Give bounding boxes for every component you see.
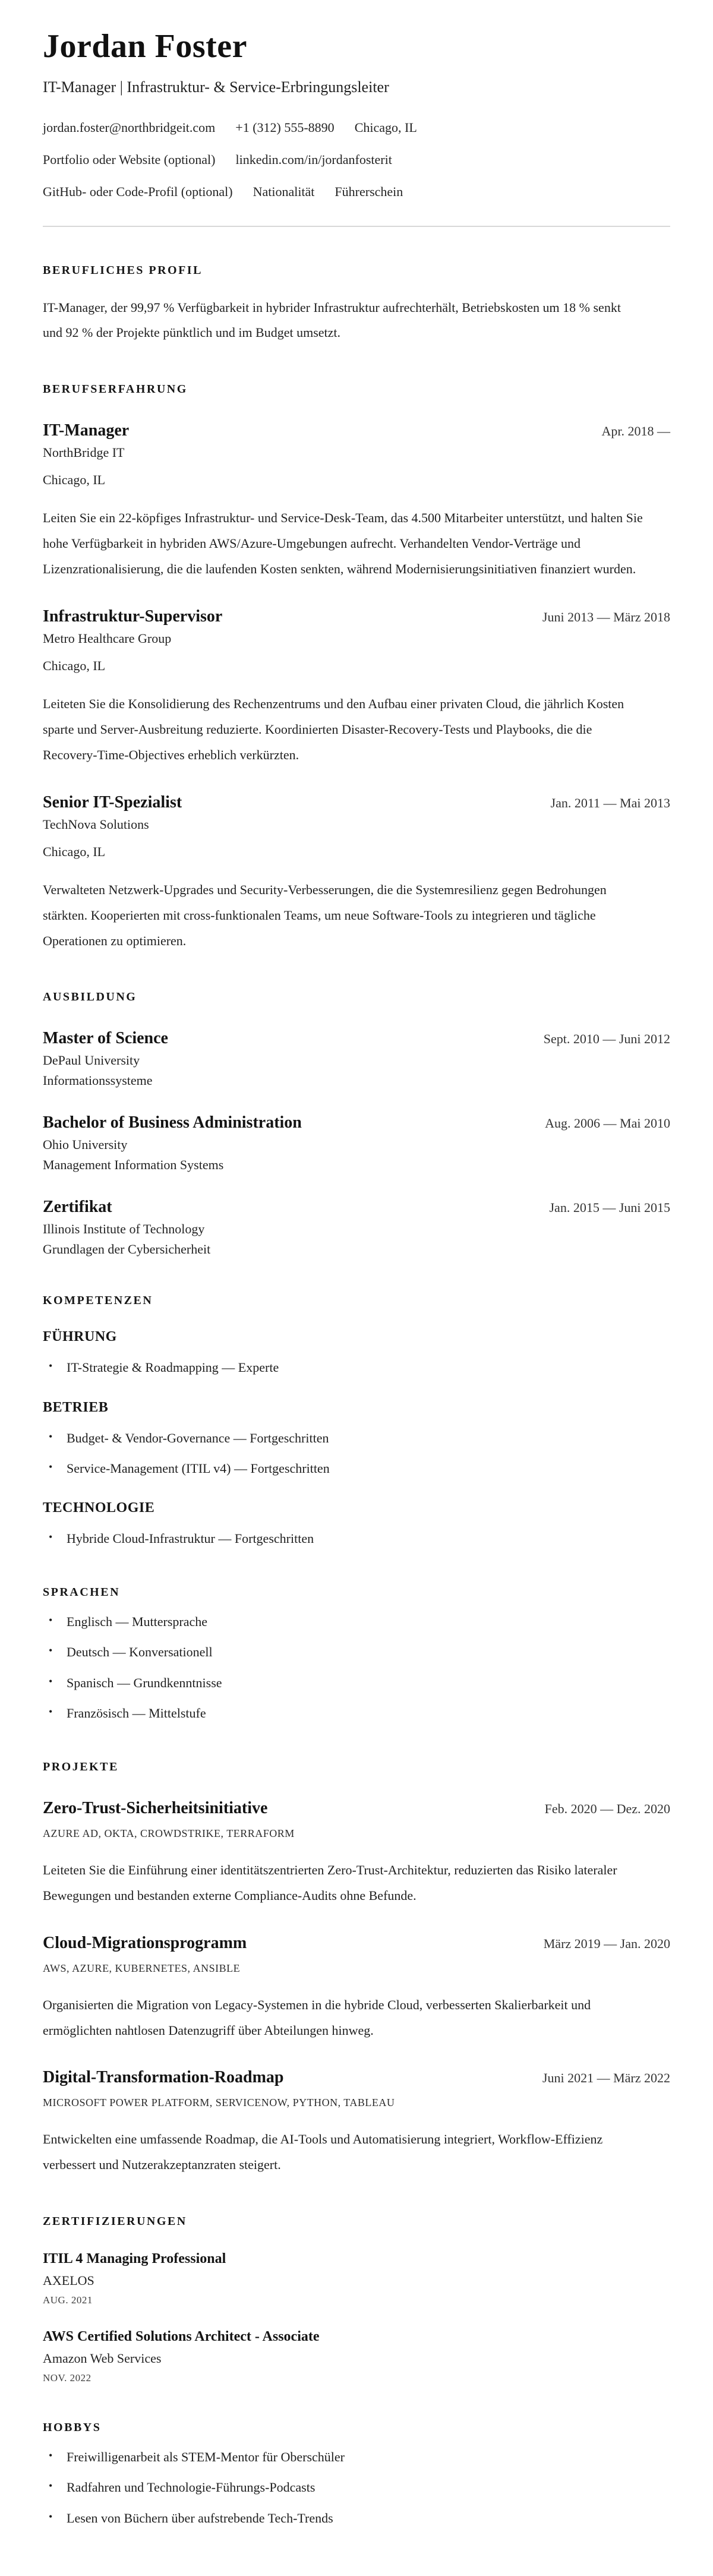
skill-list: [43, 1428, 670, 1479]
job-location: Chicago, IL: [43, 844, 106, 859]
job-title: IT-Manager: [43, 421, 130, 440]
education-degree: Master of Science: [43, 1029, 168, 1048]
skills-heading: KOMPETENZEN: [43, 1294, 153, 1308]
job-company: Metro Healthcare Group: [43, 631, 172, 646]
job-company: NorthBridge IT: [43, 445, 125, 460]
education-dates: Sept. 2010 — Juni 2012: [543, 1031, 670, 1047]
skill-group: [43, 1400, 670, 1479]
section-experience: [43, 383, 670, 954]
certification-date: NOV. 2022: [43, 2372, 92, 2384]
project-head: [43, 2068, 670, 2087]
section-certifications: [43, 2215, 670, 2384]
project-entry: [43, 2068, 670, 2178]
language-item: • Deutsch — Konversationell: [43, 1641, 670, 1662]
section-skills: [43, 1294, 670, 1549]
job-title: Senior IT-Spezialist: [43, 793, 182, 812]
skill-list: [43, 1357, 670, 1378]
job-dates: Juni 2013 — März 2018: [542, 610, 670, 625]
education-field: Management Information Systems: [43, 1157, 224, 1173]
hobby-item: • Lesen von Büchern über aufstrebende Tech-Trends: [43, 2508, 670, 2528]
skill-group-title: FÜHRUNG: [43, 1329, 117, 1345]
education-dates: Aug. 2006 — Mai 2010: [545, 1116, 670, 1131]
project-description: Organisierten die Migration von Legacy-Systemen in die hybride Cloud, verbesserten Skalierbarkeit und ermöglichten nahtlosen Datenzugriff über Abteilungen hinweg.: [43, 1997, 591, 2038]
job-dates: Jan. 2011 — Mai 2013: [550, 795, 670, 810]
person-headline: IT-Manager | Infrastruktur- & Service-Erbringungsleiter: [43, 78, 389, 96]
education-entry: [43, 1113, 670, 1173]
project-title: Zero-Trust-Sicherheitsinitiative: [43, 1798, 268, 1817]
certification-date: AUG. 2021: [43, 2294, 93, 2306]
section-languages: [43, 1586, 670, 1723]
project-head: [43, 1799, 670, 1818]
contact-linkedin: linkedin.com/in/jordanfosterit: [235, 151, 392, 167]
job-location: Chicago, IL: [43, 658, 106, 674]
education-entry: [43, 1029, 670, 1088]
job-entry: [43, 793, 670, 954]
project-dates: Feb. 2020 — Dez. 2020: [544, 1801, 670, 1816]
project-tech: AZURE AD, OKTA, CROWDSTRIKE, TERRAFORM: [43, 1827, 295, 1839]
certification-entry: [43, 2251, 670, 2306]
certification-issuer: AXELOS: [43, 2273, 94, 2288]
section-profile: [43, 264, 670, 346]
certification-name: AWS Certified Solutions Architect - Associate: [43, 2329, 320, 2345]
job-description: Leiten Sie ein 22-köpfiges Infrastruktur- und Service-Desk-Team, das 4.500 Mitarbeiter unterstützt, und halten Sie hohe Verfügbarkeit in hybriden AWS/Azure-Umgebungen aufrecht. Verhandelten Vendor-Verträge und Lizenzrationalisierung, die die laufenden Kosten senkten, während Modernisierungsinitiativen finanziert wurden.: [43, 510, 643, 577]
job-head: [43, 421, 670, 440]
project-title: Digital-Transformation-Roadmap: [43, 2068, 284, 2087]
languages-heading: SPRACHEN: [43, 1586, 121, 1599]
skill-group-title: TECHNOLOGIE: [43, 1499, 155, 1516]
skill-group: [43, 1500, 670, 1549]
skill-group: [43, 1329, 670, 1378]
experience-heading: BERUFSERFAHRUNG: [43, 383, 188, 396]
person-name: Jordan Foster: [43, 28, 248, 65]
skill-item: • Hybride Cloud-Infrastruktur — Fortgeschritten: [43, 1528, 670, 1549]
language-list: [43, 1611, 670, 1723]
section-education: [43, 990, 670, 1257]
job-head: [43, 793, 670, 812]
contact-github-placeholder: GitHub- oder Code-Profil (optional): [43, 184, 233, 199]
profile-heading: BERUFLICHES PROFIL: [43, 263, 203, 277]
contact-phone: +1 (312) 555-8890: [235, 119, 335, 135]
project-title: Cloud-Migrationsprogramm: [43, 1933, 247, 1952]
contact-row-3: [43, 184, 670, 200]
job-description: Leiteten Sie die Konsolidierung des Rechenzentrums und den Aufbau einer privaten Cloud, die jährlich Kosten sparte und Server-Ausbreitung reduzierte. Koordinierten Disaster-Recovery-Tests und Playbooks, die die Recovery-Time-Objectives erheblich verkürzten.: [43, 696, 624, 762]
project-tech: AWS, AZURE, KUBERNETES, ANSIBLE: [43, 1962, 241, 1974]
contact-license-placeholder: Führerschein: [335, 184, 403, 199]
skill-item: • Service-Management (ITIL v4) — Fortgeschritten: [43, 1458, 670, 1479]
education-degree: Zertifikat: [43, 1198, 112, 1217]
section-projects: [43, 1760, 670, 2178]
project-description: Entwickelten eine umfassende Roadmap, die AI-Tools und Automatisierung integriert, Workflow-Effizienz verbessert und Nutzerakzeptanzraten steigert.: [43, 2132, 603, 2173]
education-school: DePaul University: [43, 1053, 140, 1068]
contact-row-1: [43, 120, 670, 135]
certification-name: ITIL 4 Managing Professional: [43, 2251, 226, 2267]
education-head: [43, 1198, 670, 1217]
contact-nationality-placeholder: Nationalität: [253, 184, 315, 199]
job-dates: Apr. 2018 —: [601, 424, 670, 439]
section-hobbies: [43, 2421, 670, 2528]
contact-location: Chicago, IL: [354, 119, 417, 135]
contact-email: jordan.foster@northbridgeit.com: [43, 119, 216, 135]
education-head: [43, 1113, 670, 1132]
project-entry: [43, 1799, 670, 1909]
project-description: Leiteten Sie die Einführung einer identitätszentrierten Zero-Trust-Architektur, reduzierten das Risiko lateraler Bewegungen und bestanden externe Compliance-Audits ohne Befunde.: [43, 1862, 617, 1903]
certifications-heading: ZERTIFIZIERUNGEN: [43, 2215, 187, 2228]
hobby-list: [43, 2446, 670, 2528]
language-item: • Englisch — Muttersprache: [43, 1611, 670, 1632]
language-item: • Spanisch — Grundkenntnisse: [43, 1672, 670, 1693]
education-school: Ohio University: [43, 1137, 128, 1153]
resume-header: [43, 29, 670, 227]
project-tech: MICROSOFT POWER PLATFORM, SERVICENOW, PYTHON, TABLEAU: [43, 2097, 395, 2109]
project-entry: [43, 1934, 670, 2044]
education-field: Informationssysteme: [43, 1073, 153, 1088]
project-dates: März 2019 — Jan. 2020: [543, 1936, 670, 1951]
project-head: [43, 1934, 670, 1953]
hobbies-heading: HOBBYS: [43, 2421, 102, 2435]
profile-text: IT-Manager, der 99,97 % Verfügbarkeit in hybrider Infrastruktur aufrechterhält, Betriebskosten um 18 % senkt und 92 % der Projekte pünktlich und im Budget umsetzt.: [43, 299, 621, 340]
education-field: Grundlagen der Cybersicherheit: [43, 1242, 211, 1257]
education-heading: AUSBILDUNG: [43, 990, 137, 1004]
job-company: TechNova Solutions: [43, 816, 149, 832]
job-title: Infrastruktur-Supervisor: [43, 607, 223, 626]
education-dates: Jan. 2015 — Juni 2015: [549, 1200, 670, 1216]
skill-item: • Budget- & Vendor-Governance — Fortgeschritten: [43, 1428, 670, 1448]
projects-heading: PROJEKTE: [43, 1760, 119, 1773]
header-divider: [43, 226, 670, 227]
project-dates: Juni 2021 — März 2022: [542, 2070, 670, 2086]
job-description: Verwalteten Netzwerk-Upgrades und Security-Verbesserungen, die die Systemresilienz gegen Bedrohungen stärkten. Kooperierten mit cross-funktionalen Teams, um neue Software-Tools zu integrieren und tägliche Operationen zu optimieren.: [43, 882, 607, 948]
skill-group-title: BETRIEB: [43, 1399, 109, 1415]
hobby-item: • Freiwilligenarbeit als STEM-Mentor für Oberschüler: [43, 2446, 670, 2467]
education-head: [43, 1029, 670, 1048]
job-entry: [43, 607, 670, 768]
education-school: Illinois Institute of Technology: [43, 1221, 205, 1237]
education-entry: [43, 1198, 670, 1257]
education-degree: Bachelor of Business Administration: [43, 1113, 302, 1132]
job-location: Chicago, IL: [43, 472, 106, 488]
job-head: [43, 607, 670, 626]
contact-portfolio-placeholder: Portfolio oder Website (optional): [43, 151, 216, 167]
certification-issuer: Amazon Web Services: [43, 2351, 162, 2366]
job-entry: [43, 421, 670, 582]
skill-item: • IT-Strategie & Roadmapping — Experte: [43, 1357, 670, 1378]
skill-list: [43, 1528, 670, 1549]
contact-row-2: [43, 152, 670, 168]
language-item: • Französisch — Mittelstufe: [43, 1703, 670, 1723]
certification-entry: [43, 2329, 670, 2384]
hobby-item: • Radfahren und Technologie-Führungs-Podcasts: [43, 2477, 670, 2498]
